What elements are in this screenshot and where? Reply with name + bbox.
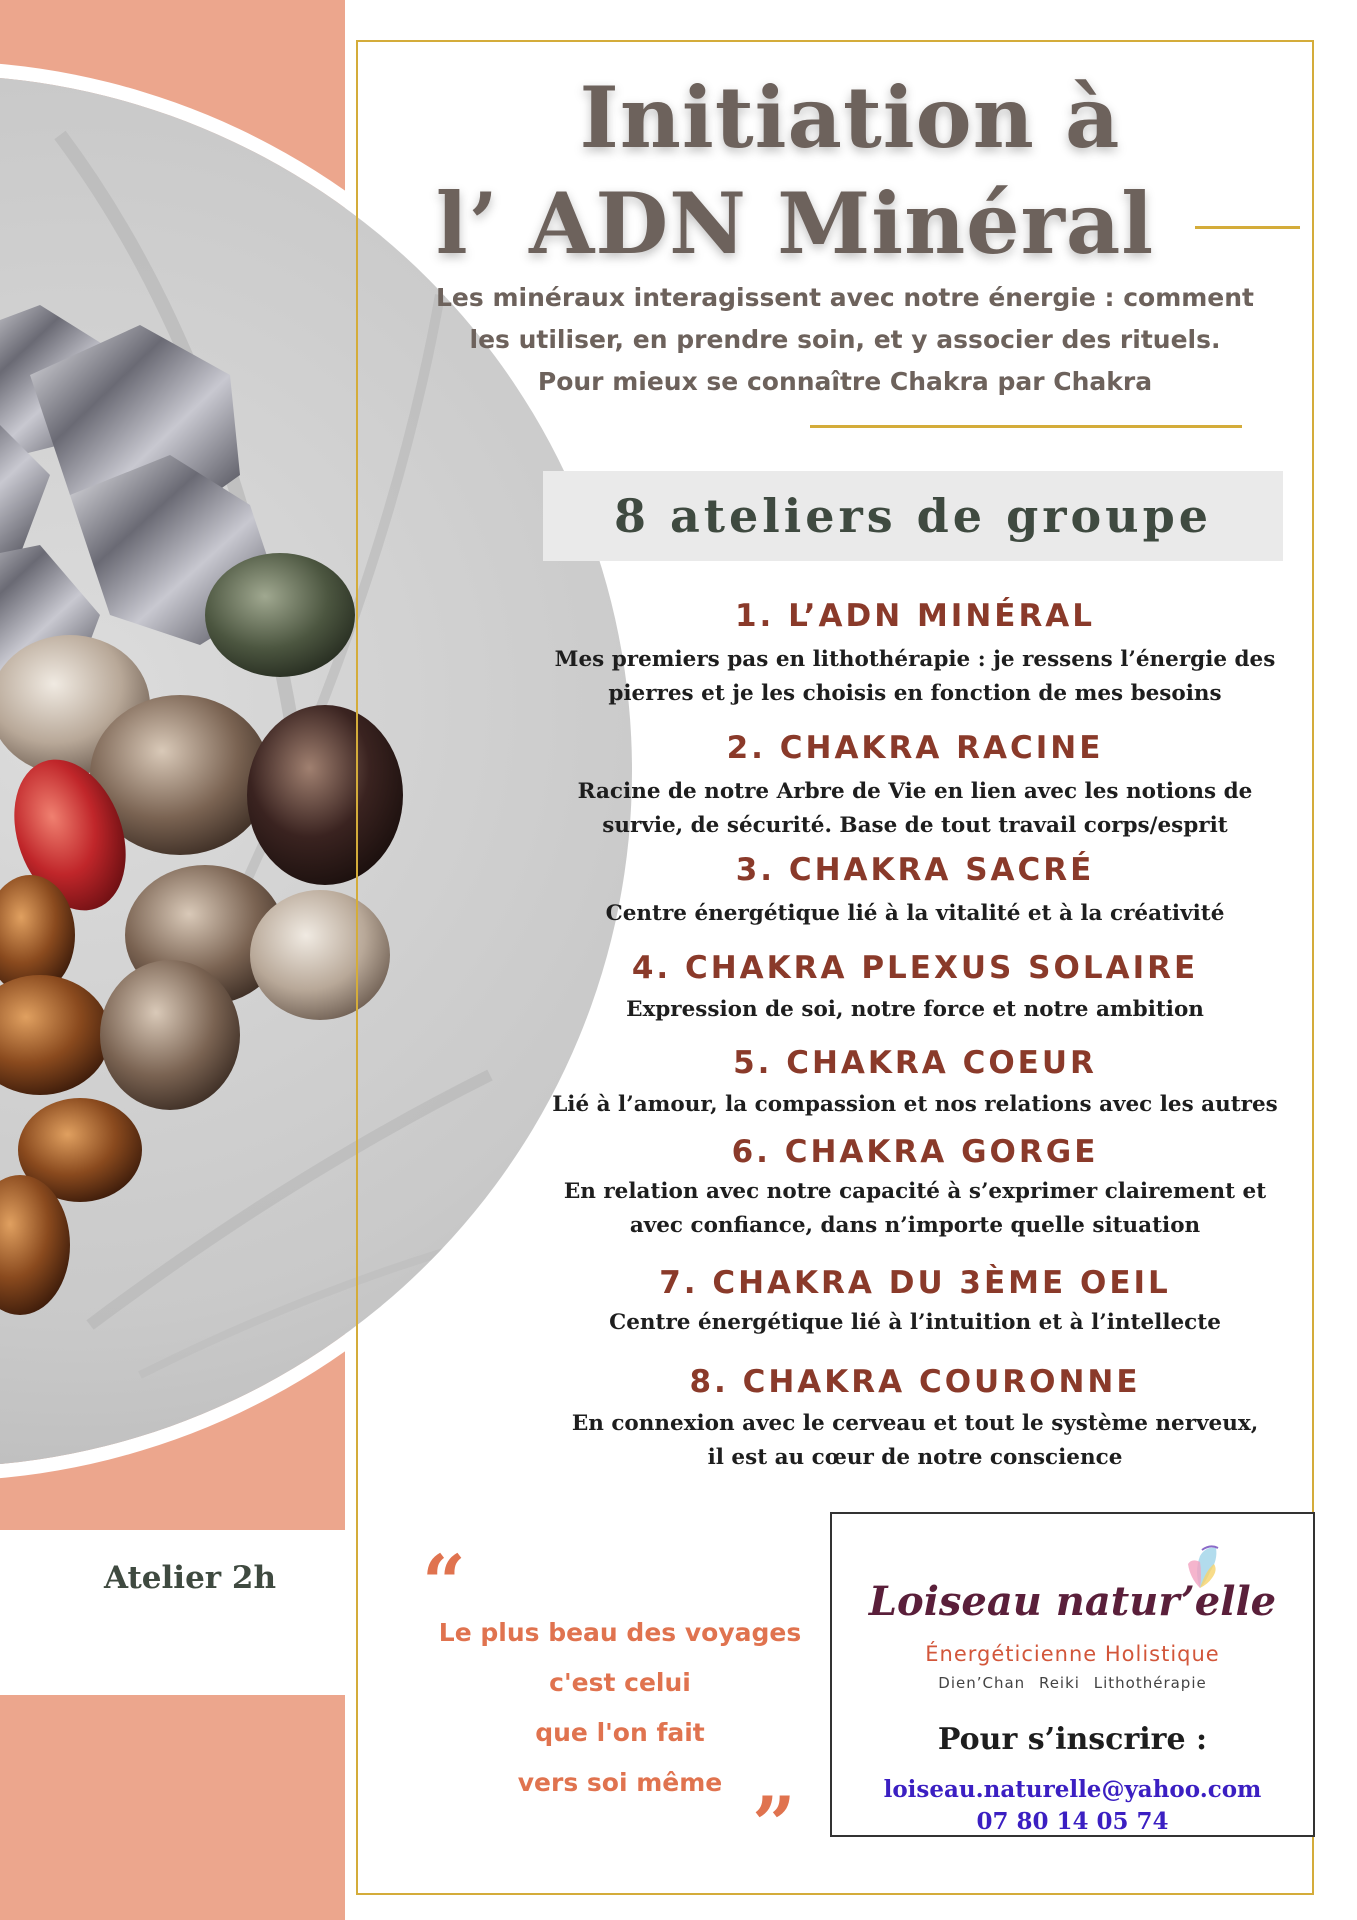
quote-line-3: que l'on fait [535,1718,705,1747]
title-underline [1195,226,1300,229]
workshop-8-desc-line-2: il est au cœur de notre conscience [707,1445,1123,1470]
page-title-line-2: l’ ADN Minéral [435,174,1155,273]
brand-logo-text: Loiseau natur’elle [868,1578,1277,1625]
workshop-6-desc-line-2: avec confiance, dans n’importe quelle situation [629,1213,1201,1238]
workshop-1-desc-line-1: Mes premiers pas en lithothérapie : je ressens l’énergie des [554,647,1276,672]
quote-close-mark: ” [752,1780,796,1869]
quote-line-4: vers soi même [517,1768,723,1797]
workshop-3-title: 3. CHAKRA SACRÉ [735,852,1095,888]
workshop-7-desc-line-1: Centre énergétique lié à l’intuition et à l’intellecte [609,1310,1221,1335]
workshop-duration: Atelier 2h [103,1560,277,1596]
quote-text [430,1608,810,1808]
intro-line-2: les utiliser, en prendre soin, et y associer des rituels. [469,325,1221,354]
intro-line-1: Les minéraux interagissent avec notre énergie : comment [436,283,1254,312]
workshop-3-desc-line-1: Centre énergétique lié à la vitalité et à la créativité [605,901,1225,926]
workshop-4-desc-line-1: Expression de soi, notre force et notre ambition [626,997,1204,1022]
service-lithotherapie: Lithothérapie [1093,1674,1207,1692]
workshop-5-desc-line-1: Lié à l’amour, la compassion et nos relations avec les autres [552,1092,1278,1117]
service-reiki: Reiki [1038,1674,1080,1692]
contact-phone-link[interactable]: 07 80 14 05 74 [976,1808,1169,1835]
workshop-8-title: 8. CHAKRA COURONNE [689,1364,1141,1400]
page-title-line-1: Initiation à [579,68,1121,167]
workshop-7-title: 7. CHAKRA DU 3ÈME OEIL [659,1265,1171,1301]
contact-box [830,1512,1315,1837]
workshop-6-title: 6. CHAKRA GORGE [731,1134,1099,1170]
brand-services [832,1674,1313,1692]
workshops-count-banner [543,471,1283,561]
workshop-2-desc-line-2: survie, de sécurité. Base de tout travail corps/esprit [602,813,1228,838]
quote-open-mark: “ [422,1538,466,1627]
workshop-8-desc-line-1: En connexion avec le cerveau et tout le système nerveux, [571,1411,1259,1436]
service-dienchan: Dien’Chan [938,1674,1026,1692]
workshop-1-desc-line-2: pierres et je les choisis en fonction de mes besoins [608,681,1222,706]
salmon-panel-bottom [0,1695,345,1920]
intro-divider [810,425,1242,428]
quote-line-1: Le plus beau des voyages [438,1618,802,1647]
contact-email-link[interactable]: loiseau.naturelle@yahoo.com [883,1776,1262,1803]
quote-line-2: c'est celui [549,1668,691,1697]
workshop-2-title: 2. CHAKRA RACINE [726,730,1104,766]
signup-heading: Pour s’inscrire : [937,1722,1208,1757]
intro-line-3: Pour mieux se connaître Chakra par Chakra [537,367,1153,396]
workshops-count-label: 8 ateliers de groupe [613,489,1213,543]
brand-subtitle: Énergéticienne Holistique [925,1642,1220,1666]
workshop-1-title: 1. L’ADN MINÉRAL [734,598,1096,634]
workshop-2-desc-line-1: Racine de notre Arbre de Vie en lien avec les notions de [577,779,1253,804]
workshop-4-title: 4. CHAKRA PLEXUS SOLAIRE [631,950,1199,986]
workshop-6-desc-line-1: En relation avec notre capacité à s’exprimer clairement et [563,1179,1267,1204]
workshop-5-title: 5. CHAKRA COEUR [733,1045,1097,1081]
